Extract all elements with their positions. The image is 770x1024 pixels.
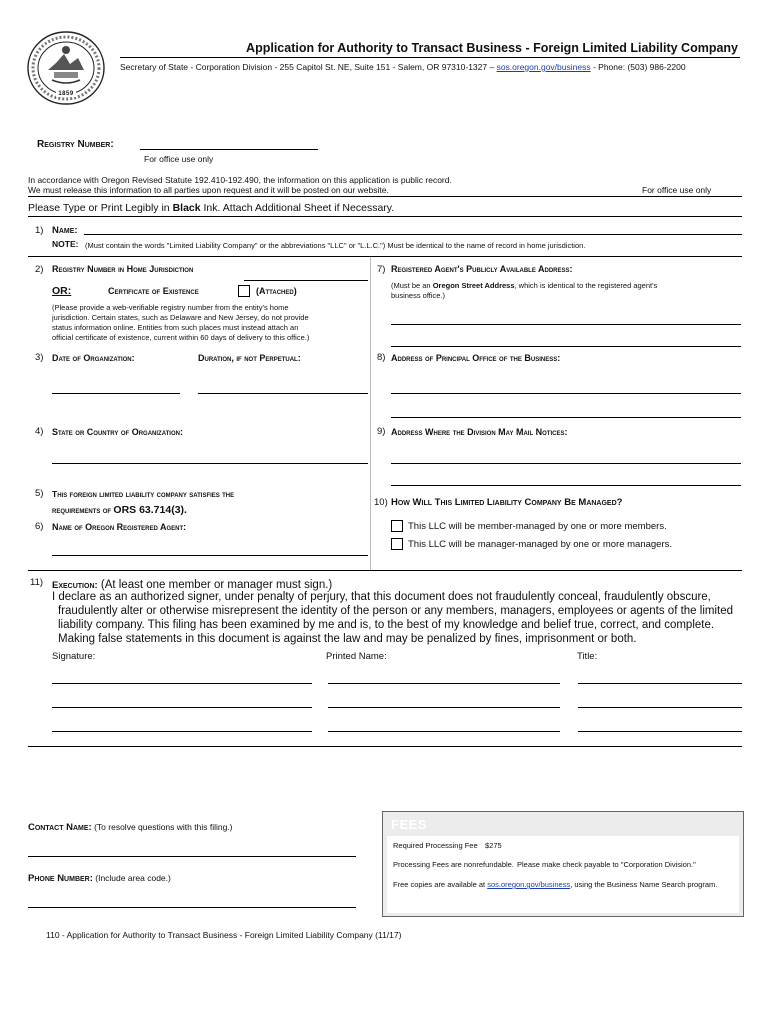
section-9-number: 9) bbox=[377, 426, 386, 437]
oregon-state-seal bbox=[26, 30, 106, 106]
fees-inner bbox=[387, 836, 739, 913]
home-registry-label: Registry Number in Home Jurisdiction bbox=[52, 264, 194, 274]
free-copies-note: Free copies are available at sos.oregon.gov/business, using the Business Name Search program. bbox=[393, 880, 718, 889]
agent-address-help-2: business office.) bbox=[391, 291, 446, 300]
principal-office-field-2[interactable] bbox=[391, 417, 741, 418]
agent-address-field-1[interactable] bbox=[391, 324, 741, 325]
ors-statement-line2: requirements of ORS 63.714(3). bbox=[52, 504, 187, 516]
website-link[interactable]: sos.oregon.gov/business bbox=[496, 62, 591, 72]
registry-number-label: Registry Number: bbox=[37, 139, 114, 150]
agent-address-help: (Must be an Oregon Street Address, which is identical to the registered agent's bbox=[391, 281, 658, 290]
fees-nonrefundable: Processing Fees are nonrefundable. bbox=[393, 860, 514, 869]
signature-field-2[interactable] bbox=[52, 707, 312, 708]
required-fee-label: Required Processing Fee bbox=[393, 841, 478, 850]
public-record-notice: In accordance with Oregon Revised Statute 192.410-192.490, the information on this application is public record. bbox=[28, 175, 452, 185]
printed-name-field-3[interactable] bbox=[328, 731, 560, 732]
title-field-3[interactable] bbox=[578, 731, 742, 732]
registered-agent-label: Name of Oregon Registered Agent: bbox=[52, 522, 187, 532]
manager-managed-label: This LLC will be manager-managed by one or more managers. bbox=[408, 539, 673, 550]
seal-year: 1859 bbox=[58, 91, 74, 97]
state-country-label: State or Country of Organization: bbox=[52, 427, 183, 437]
note-label: NOTE: bbox=[52, 239, 79, 249]
section-1-number: 1) bbox=[35, 225, 44, 236]
section-2-help-4: official certificate of existence, current within 60 days of delivery to this office.) bbox=[52, 333, 310, 342]
section-10-number: 10) bbox=[374, 497, 388, 508]
duration-label: Duration, if not Perpetual: bbox=[198, 353, 301, 363]
attached-label: (Attached) bbox=[256, 286, 297, 296]
certificate-label: Certificate of Existence bbox=[108, 286, 199, 296]
duration-field[interactable] bbox=[198, 393, 368, 394]
section-8-number: 8) bbox=[377, 352, 386, 363]
registered-agent-field[interactable] bbox=[52, 555, 368, 556]
declaration-line-2: fraudulently alter or otherwise misrepresent the identity of the person or any members, managers, employees or agents of the limited bbox=[58, 605, 734, 617]
section-3-number: 3) bbox=[35, 352, 44, 363]
required-fee-amount: $275 bbox=[485, 841, 502, 850]
section-2-help-2: jurisdiction. Certain states, such as Delaware and New Jersey, do not provide bbox=[52, 313, 309, 322]
management-label: How Will This Limited Liability Company Be Managed? bbox=[391, 497, 623, 508]
phone-number-field[interactable] bbox=[28, 907, 356, 908]
section-5-number: 5) bbox=[35, 488, 44, 499]
agent-address-label: Registered Agent's Publicly Available Address: bbox=[391, 264, 573, 274]
mail-notices-field-1[interactable] bbox=[391, 463, 741, 464]
section-4-number: 4) bbox=[35, 426, 44, 437]
printed-name-label: Printed Name: bbox=[326, 651, 387, 662]
fees-title: FEES bbox=[391, 817, 427, 832]
title-field-1[interactable] bbox=[578, 683, 742, 684]
registry-number-field[interactable] bbox=[140, 149, 318, 150]
certificate-checkbox[interactable] bbox=[238, 285, 250, 297]
member-managed-checkbox[interactable] bbox=[391, 520, 403, 532]
date-of-organization-field[interactable] bbox=[52, 393, 180, 394]
signature-label: Signature: bbox=[52, 651, 96, 662]
title-label: Title: bbox=[577, 651, 598, 662]
mail-notices-field-2[interactable] bbox=[391, 485, 741, 486]
principal-office-label: Address of Principal Office of the Business: bbox=[391, 353, 561, 363]
printed-name-field-2[interactable] bbox=[328, 707, 560, 708]
business-search-link[interactable]: sos.oregon.gov/business bbox=[487, 880, 571, 889]
section-11-number: 11) bbox=[30, 577, 44, 588]
state-country-field[interactable] bbox=[52, 463, 368, 464]
section-2-help-1: (Please provide a web-verifiable registry number from the entity's home bbox=[52, 303, 289, 312]
declaration-line-3: liability company. This filing has been examined by me and is, to the best of my knowledge and belief true, correct, and complete. bbox=[58, 619, 715, 631]
office-use-right: For office use only bbox=[642, 185, 712, 195]
form-title: Application for Authority to Transact Business - Foreign Limited Liability Company bbox=[246, 41, 738, 55]
declaration-line-1: I declare as an authorized signer, under penalty of perjury, that this document does not fraudulently conceal, fraudulently obscure, bbox=[52, 591, 711, 603]
agent-address-field-2[interactable] bbox=[391, 346, 741, 347]
ors-statement-line1: This foreign limited liability company satisfies the bbox=[52, 489, 235, 499]
title-field-2[interactable] bbox=[578, 707, 742, 708]
date-of-organization-label: Date of Organization: bbox=[52, 353, 135, 363]
execution-heading: Execution: (At least one member or manager must sign.) bbox=[52, 579, 333, 591]
section-2-help-3: status information online. Entities from such places must instead attach an bbox=[52, 323, 299, 332]
form-subtitle: Secretary of State - Corporation Division - 255 Capitol St. NE, Suite 151 - Salem, OR 97310-1327 – sos.oregon.gov/business - Phone: (503) 986-2200 bbox=[120, 62, 686, 72]
printed-name-field-1[interactable] bbox=[328, 683, 560, 684]
contact-name-field[interactable] bbox=[28, 856, 356, 857]
mail-notices-label: Address Where the Division May Mail Notices: bbox=[391, 427, 568, 437]
home-registry-field[interactable] bbox=[244, 280, 368, 281]
contact-name-heading: Contact Name: (To resolve questions with this filing.) bbox=[28, 822, 233, 833]
name-note: (Must contain the words "Limited Liability Company" or the abbreviations "LLC" or "L.L.C.") Must be identical to the name of record in home jurisdiction. bbox=[85, 241, 586, 250]
section-6-number: 6) bbox=[35, 521, 44, 532]
phone-number-heading: Phone Number: (Include area code.) bbox=[28, 873, 171, 884]
declaration-line-4: Making false statements in this document is against the law and may be penalized by fines, imprisonment or both. bbox=[58, 633, 637, 645]
fees-box bbox=[382, 811, 744, 917]
public-record-notice-2: We must release this information to all parties upon request and it will be posted on our website. bbox=[28, 185, 389, 195]
signature-field-1[interactable] bbox=[52, 683, 312, 684]
principal-office-field-1[interactable] bbox=[391, 393, 741, 394]
or-label: OR: bbox=[52, 285, 72, 297]
registry-office-use: For office use only bbox=[144, 154, 214, 164]
name-field[interactable] bbox=[84, 234, 742, 235]
instruction-line: Please Type or Print Legibly in Black Ink. Attach Additional Sheet if Necessary. bbox=[28, 202, 395, 214]
section-2-number: 2) bbox=[35, 264, 44, 275]
signature-field-3[interactable] bbox=[52, 731, 312, 732]
manager-managed-checkbox[interactable] bbox=[391, 538, 403, 550]
form-footer: 110 - Application for Authority to Transact Business - Foreign Limited Liability Company (11/17) bbox=[46, 930, 402, 940]
section-7-number: 7) bbox=[377, 264, 386, 275]
name-label: Name: bbox=[52, 225, 78, 236]
member-managed-label: This LLC will be member-managed by one or more members. bbox=[408, 521, 667, 532]
fees-payable: Please make check payable to "Corporation Division." bbox=[517, 860, 696, 869]
